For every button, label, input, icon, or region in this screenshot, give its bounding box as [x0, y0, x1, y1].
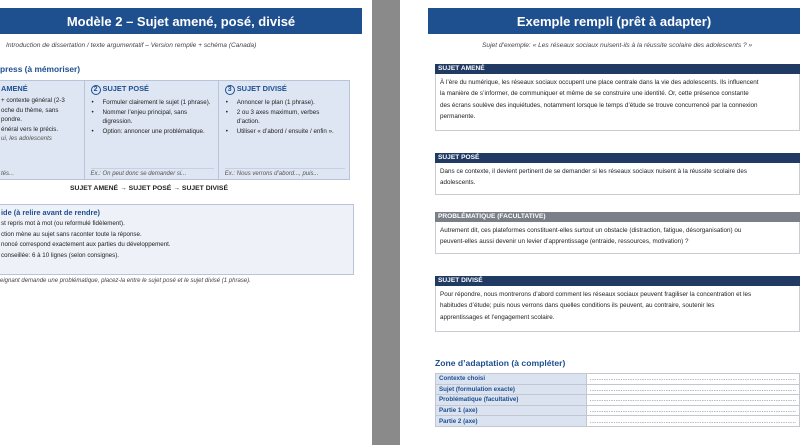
row-label: Contexte choisi: [436, 374, 587, 385]
guide-line: st repris mot à mot (ou reformulé fidèlement).: [1, 220, 125, 227]
row-label: Partie 1 (axe): [436, 405, 587, 416]
left-page: [0, 0, 372, 445]
guide-line: ction mène au sujet sans raconter toute la réponse.: [1, 230, 142, 238]
column-example: tés...: [1, 171, 15, 177]
number-circle-icon: 2: [91, 85, 101, 95]
list-item: • Annoncer le plan (1 phrase).: [225, 98, 344, 108]
guide-line: conseillée: 6 à 10 lignes (selon consignes).: [1, 251, 119, 259]
guide-line: noncé correspond exactement aux parties du développement.: [1, 241, 171, 249]
column-sujet-amene: [0, 81, 85, 179]
fill-in-field[interactable]: ........................................................................................................................: [586, 405, 799, 416]
row-label: Problématique (facultative): [436, 395, 587, 406]
right-page: [400, 0, 800, 445]
express-heading: press (à mémoriser): [0, 64, 81, 74]
list-item: • 2 ou 3 axes maximum, verbes d’action.: [225, 108, 344, 127]
table-row: [436, 374, 800, 385]
flow-diagram: SUJET AMENÉ → SUJET POSÉ → SUJET DIVISÉ: [70, 185, 229, 192]
block-heading: PROBLÉMATIQUE (FACULTATIVE): [435, 212, 800, 222]
page-title: Modèle 2 – Sujet amené, posé, divisé: [0, 8, 362, 34]
column-heading: [91, 84, 213, 95]
table-row: [436, 395, 800, 406]
block-line: des écrans soulève des inquiétudes, notamment lorsque le temps d’étude se trouve concurrencé par la connexion: [440, 101, 758, 109]
column-text: + contexte général (2-3: [1, 97, 65, 104]
fill-in-field[interactable]: ........................................................................................................................: [586, 395, 799, 406]
column-example-text: ui, les adolescents: [1, 135, 52, 143]
column-sujet-divise: [219, 81, 349, 179]
column-heading-label: SUJET POSÉ: [102, 84, 149, 93]
block-line: Pour répondre, nous montrerons d’abord comment les réseaux sociaux peuvent fragiliser la concentration et les: [440, 291, 752, 298]
three-column-box: [0, 80, 350, 180]
fill-in-field[interactable]: ........................................................................................................................: [586, 416, 799, 427]
list-item: • Formuler clairement le sujet (1 phrase).: [91, 98, 213, 108]
footnote: eignant demande une problématique, placez-la entre le sujet posé et le sujet divisé (1 phrase).: [0, 278, 251, 284]
fill-in-field[interactable]: ........................................................................................................................: [586, 374, 799, 385]
page-subtitle: Introduction de dissertation / texte argumentatif – Version remplie + schéma (Canada): [6, 42, 257, 49]
block-line: peuvent-elles aussi devenir un levier d’apprentissage (entraide, ressources, motivation) ?: [440, 238, 689, 246]
zone-table: [435, 373, 800, 427]
block-heading: SUJET DIVISÉ: [435, 276, 800, 286]
page-title: Exemple rempli (prêt à adapter): [428, 8, 800, 34]
block-sujet-amene: [435, 64, 800, 131]
column-text: pondre.: [1, 116, 22, 124]
block-line: apprentissages et l’engagement scolaire.: [440, 313, 555, 321]
block-line: permanente.: [440, 112, 476, 120]
block-line: Autrement dit, ces plateformes constituent-elles surtout un obstacle (distraction, fatigue, désorganisation) ou: [440, 227, 742, 234]
block-line: Dans ce contexte, il devient pertinent de se demander si les réseaux sociaux nuisent à la réussite scolaire des: [440, 168, 747, 175]
block-sujet-divise: [435, 276, 800, 332]
column-heading-label: SUJET DIVISÉ: [236, 84, 287, 93]
column-text: oche du thème, sans: [1, 106, 59, 114]
guide-box: [0, 204, 354, 275]
block-line: adolescents.: [440, 179, 476, 187]
table-row: [436, 384, 800, 395]
number-circle-icon: 3: [225, 85, 235, 95]
block-heading: SUJET AMENÉ: [435, 64, 800, 74]
block-line: À l’ère du numérique, les réseaux sociaux occupent une place centrale dans la vie des adolescents. Ils influencent: [440, 79, 759, 86]
table-row: [436, 416, 800, 427]
column-sujet-pose: [85, 81, 219, 179]
column-example: Ex.: On peut donc se demander si...: [91, 168, 214, 177]
block-line: habitudes d’étude; puis nous verrons dans quelles conditions ils peuvent, au contraire, soutenir les: [440, 302, 715, 310]
column-text: énéral vers le précis.: [1, 125, 59, 133]
block-sujet-pose: [435, 153, 800, 195]
block-problematique: [435, 212, 800, 254]
fill-in-field[interactable]: ........................................................................................................................: [586, 384, 799, 395]
column-heading: AMENÉ: [1, 84, 28, 93]
column-heading: [225, 84, 344, 95]
block-body: [435, 74, 800, 131]
block-heading: SUJET POSÉ: [435, 153, 800, 163]
block-body: [435, 163, 800, 195]
row-label: Partie 2 (axe): [436, 416, 587, 427]
zone-title: Zone d’adaptation (à compléter): [435, 358, 566, 368]
list-item: • Utiliser « d’abord / ensuite / enfin ».: [225, 127, 344, 137]
row-label: Sujet (formulation exacte): [436, 384, 587, 395]
list-item: • Option: annoncer une problématique.: [91, 127, 213, 137]
block-line: la manière de s’informer, de communiquer et même de se construire une identité. Or, cette présence constante: [440, 90, 749, 98]
block-body: [435, 286, 800, 332]
page-subtitle: Sujet d’exemple: « Les réseaux sociaux nuisent-ils à la réussite scolaire des adolescents ? »: [482, 42, 753, 49]
block-body: [435, 222, 800, 254]
list-item: • Nommer l’enjeu principal, sans digression.: [91, 108, 213, 127]
guide-heading: ide (à relire avant de rendre): [1, 208, 100, 217]
column-example: Ex.: Nous verrons d’abord..., puis...: [225, 168, 345, 177]
table-row: [436, 405, 800, 416]
